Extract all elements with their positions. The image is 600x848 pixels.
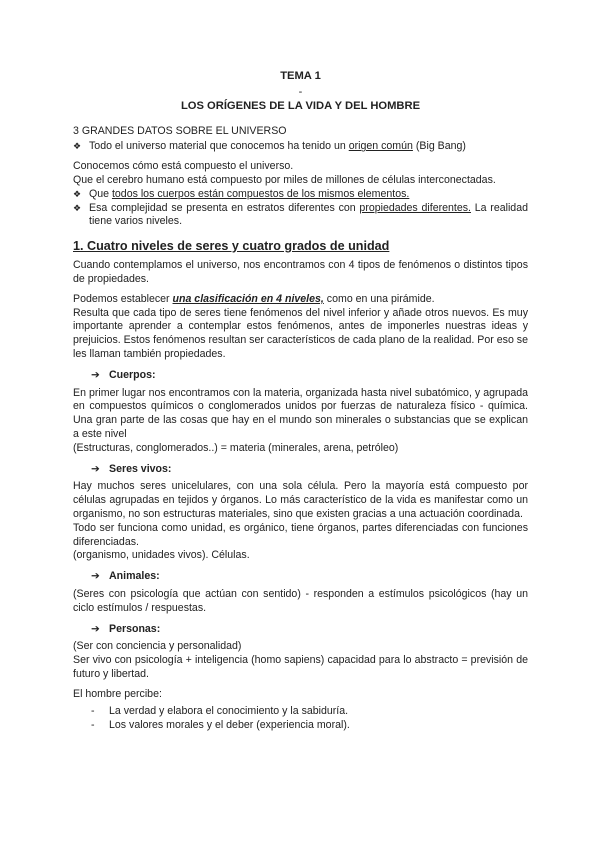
tema-title: TEMA 1 — [280, 70, 321, 82]
personas-paragraph: El hombre percibe: — [73, 687, 162, 700]
list-item: - Los valores morales y el deber (experiencia moral). — [73, 719, 528, 733]
subheading-personas: ➔ Personas: — [91, 622, 161, 635]
section-paragraph: Resulta que cada tipo de seres tiene fenómenos del nivel inferior y añade otros nuevos. Es muy importante aprender a contemplar estos fenómenos, antes de imponerles nuestras ideas y prejuicios. Estos fenómenos resultan ser característicos de cada plano de la realidad. Por eso se les llaman también propiedades. — [73, 306, 528, 360]
seres-vivos-paragraph: (organismo, unidades vivos). Células. — [73, 549, 250, 562]
cuerpos-paragraph: (Estructuras, conglomerados..) = materia (minerales, arena, petróleo) — [73, 441, 399, 454]
section-heading: 1. Cuatro niveles de seres y cuatro grados de unidad — [73, 239, 390, 254]
clasificacion-emphasis: una clasificación en 4 niveles, — [172, 292, 324, 305]
list-item: ❖ Que todos los cuerpos están compuestos de los mismos elementos. — [73, 187, 410, 200]
list-item: ❖ Esa complejidad se presenta en estratos diferentes con propiedades diferentes. La realidad tiene varios niveles. — [73, 201, 528, 228]
right-arrow-icon: ➔ — [91, 622, 100, 635]
list-item: - La verdad y elabora el conocimiento y la sabiduría. — [73, 705, 528, 719]
diamond-bullet-icon: ❖ — [73, 188, 82, 199]
list-item: ❖ Todo el universo material que conocemos ha tenido un origen común (Big Bang) — [73, 140, 466, 153]
section-paragraph: Podemos establecer una clasificación en 4 niveles, como en una pirámide. — [73, 292, 435, 305]
subheading-seres-vivos: ➔ Seres vivos: — [91, 462, 172, 475]
right-arrow-icon: ➔ — [91, 462, 100, 475]
diamond-bullet-icon: ❖ — [73, 141, 82, 152]
right-arrow-icon: ➔ — [91, 570, 100, 583]
cuerpos-paragraph: En primer lugar nos encontramos con la materia, organizada hasta nivel subatómico, y agrupada en compuestos químicos o conglomerados unidos por fuerzas de naturaleza físico - química. Una gran parte de las cosas que hay en el mundo son minerales o substancias que se explican a este nivel — [73, 386, 528, 440]
intro-bullets-1 — [73, 140, 528, 154]
origen-comun-link: origen común — [348, 140, 413, 153]
title-separator: - — [298, 85, 303, 98]
seres-vivos-paragraph: Hay muchos seres unicelulares, con una sola célula. Pero la mayoría está compuesto por células agrupadas en tejidos y órganos. Lo más característico de la vida es manifestar como un organismo, no son estructuras materiales, sino que existen gracias a una actuación coordinada. — [73, 480, 528, 520]
subheading-animales: ➔ Animales: — [91, 570, 160, 583]
subheading-cuerpos: ➔ Cuerpos: — [91, 368, 156, 381]
intro-bullets-2 — [73, 188, 528, 229]
intro-heading: 3 GRANDES DATOS SOBRE EL UNIVERSO — [73, 124, 287, 137]
diamond-bullet-icon: ❖ — [73, 202, 82, 213]
section-paragraph: Cuando contemplamos el universo, nos encontramos con 4 tipos de fenómenos o distintos tipos de propiedades. — [73, 259, 528, 285]
page-title: LOS ORÍGENES DE LA VIDA Y DEL HOMBRE — [180, 99, 421, 112]
percepciones-list — [73, 705, 528, 733]
intro-paragraph: Conocemos cómo está compuesto el universo. — [73, 160, 294, 173]
right-arrow-icon: ➔ — [91, 368, 100, 381]
intro-paragraph: Que el cerebro humano está compuesto por miles de millones de células interconectadas. — [73, 173, 496, 186]
personas-paragraph: Ser vivo con psicología + inteligencia (homo sapiens) capacidad para lo abstracto = previsión de futuro y libertad. — [73, 654, 528, 680]
animales-paragraph: (Seres con psicología que actúan con sentido) - responden a estímulos psicológicos (hay un ciclo estímulos / respuestas. — [73, 587, 528, 614]
seres-vivos-paragraph: Todo ser funciona como unidad, es orgánico, tiene órganos, partes diferenciadas con funciones diferenciadas. — [73, 521, 528, 548]
personas-paragraph: (Ser con conciencia y personalidad) — [73, 640, 242, 653]
document-page — [73, 70, 528, 733]
